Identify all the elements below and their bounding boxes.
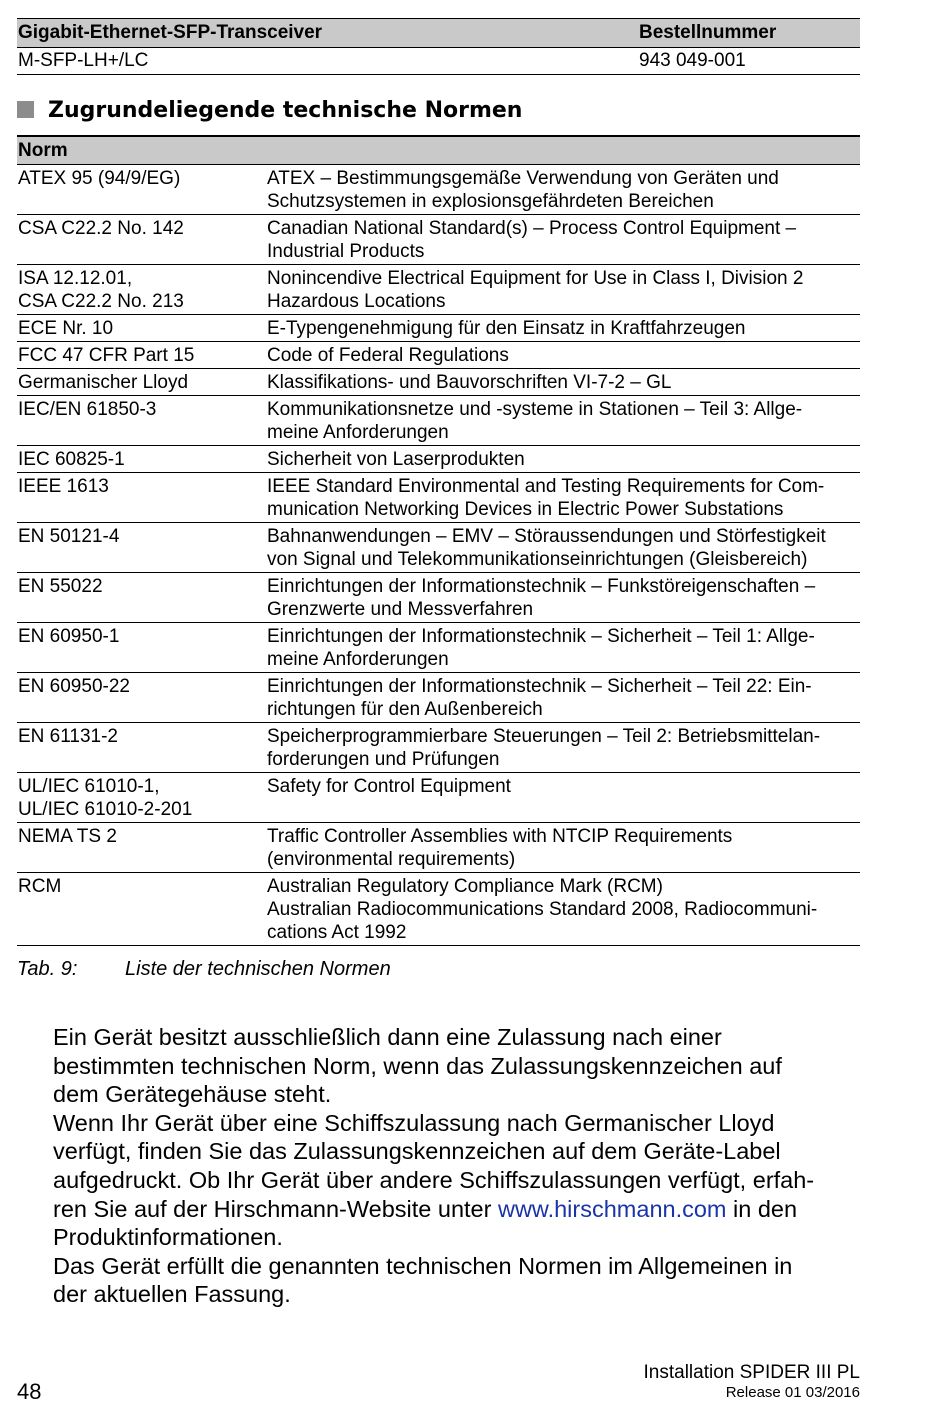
order-number-header-label: Bestellnummer [639, 22, 777, 43]
norm-name-line: EN 60950-1 [18, 626, 120, 647]
norm-description-line: IEEE Standard Environmental and Testing Requirements for Com- [267, 476, 825, 497]
norm-description [267, 317, 860, 340]
norm-description-line: Safety for Control Equipment [267, 776, 511, 797]
norm-description [267, 475, 860, 521]
body-line: der aktuellen Fassung. [53, 1281, 291, 1308]
norm-description-line: forderungen und Prüfungen [267, 749, 500, 770]
norm-row [17, 395, 860, 445]
caption-text: Liste der technischen Normen [125, 958, 391, 980]
norm-name [18, 675, 258, 698]
norm-description-line: Australian Regulatory Compliance Mark (RCM) [267, 876, 663, 897]
body-line-with-link [53, 1195, 863, 1224]
transceiver-table [17, 18, 860, 75]
norm-description-line: Grenzwerte und Messverfahren [267, 599, 534, 620]
body-line: Ein Gerät besitzt ausschließlich dann eine Zulassung nach einer [53, 1024, 722, 1050]
transceiver-table-header [17, 18, 860, 47]
norm-row [17, 368, 860, 395]
norm-name-line: Germanischer Lloyd [18, 372, 189, 393]
norm-row [17, 672, 860, 722]
norm-name-line: ECE Nr. 10 [18, 318, 114, 339]
section-title: Zugrundeliegende technische Normen [48, 98, 523, 123]
norm-name-line: EN 60950-22 [18, 676, 130, 697]
norm-description [267, 217, 860, 263]
norm-name-line: ISA 12.12.01, [18, 268, 133, 289]
page-number: 48 [17, 1379, 42, 1404]
caption-label: Tab. 9: [17, 958, 78, 980]
norm-name-line: IEEE 1613 [18, 476, 109, 497]
body-line: aufgedruckt. Ob Ihr Gerät über andere Schiffszulassungen verfügt, erfah- [53, 1166, 815, 1193]
norm-row [17, 164, 860, 214]
norm-description [267, 775, 860, 798]
norm-row [17, 472, 860, 522]
norm-name [18, 575, 258, 598]
norm-description-line: Hazardous Locations [267, 291, 446, 312]
transceiver-header-label: Gigabit-Ethernet-SFP-Transceiver [18, 22, 323, 43]
norm-name [18, 317, 258, 340]
norm-name [18, 217, 258, 240]
norm-row [17, 822, 860, 872]
norm-description-line: Kommunikationsnetze und -systeme in Stationen – Teil 3: Allge- [267, 399, 803, 420]
norm-description-line: cations Act 1992 [267, 922, 407, 943]
transceiver-model: M-SFP-LH+/LC [18, 50, 149, 71]
norms-table-bottom-rule [17, 945, 860, 946]
norm-row [17, 572, 860, 622]
norm-description [267, 267, 860, 313]
norm-row [17, 622, 860, 672]
norm-description-line: Traffic Controller Assemblies with NTCIP Requirements [267, 826, 733, 847]
norm-description [267, 625, 860, 671]
norm-name-line: EN 55022 [18, 576, 103, 597]
norm-description-line: Nonincendive Electrical Equipment for Use in Class I, Division 2 [267, 268, 804, 289]
body-line: verfügt, finden Sie das Zulassungskennzeichen auf dem Geräte-Label [53, 1138, 781, 1165]
norm-description [267, 371, 860, 394]
norm-description-line: meine Anforderungen [267, 422, 449, 443]
norm-description-line: Einrichtungen der Informationstechnik – Funkstöreigenschaften – [267, 576, 816, 597]
norm-description [267, 575, 860, 621]
norm-description-line: Sicherheit von Laserprodukten [267, 449, 525, 470]
norm-name [18, 775, 258, 821]
body-line: bestimmten technischen Norm, wenn das Zulassungskennzeichen auf [53, 1052, 782, 1079]
norm-description [267, 675, 860, 721]
norm-description-line: Speicherprogrammierbare Steuerungen – Teil 2: Betriebsmittelan- [267, 726, 821, 747]
section-heading [17, 95, 522, 127]
norm-name-line: CSA C22.2 No. 213 [18, 291, 184, 312]
order-number: 943 049-001 [639, 50, 746, 71]
norm-row [17, 522, 860, 572]
norm-description [267, 525, 860, 571]
body-text-after-link: in den [726, 1195, 798, 1222]
norm-description [267, 725, 860, 771]
norm-description [267, 825, 860, 871]
norm-row [17, 214, 860, 264]
norm-name-line: IEC 60825-1 [18, 449, 125, 470]
norm-name [18, 267, 258, 313]
norm-description-line: meine Anforderungen [267, 649, 449, 670]
norm-name [18, 725, 258, 748]
norm-row [17, 264, 860, 314]
norm-description [267, 875, 860, 944]
norm-name-line: EN 50121-4 [18, 526, 120, 547]
body-line: Wenn Ihr Gerät über eine Schiffszulassung nach Germanischer Lloyd [53, 1109, 775, 1136]
norm-description-line: ATEX – Bestimmungsgemäße Verwendung von Geräten und [267, 168, 779, 189]
norm-description-line: Canadian National Standard(s) – Process Control Equipment – [267, 218, 797, 239]
norm-description-line: Klassifikations- und Bauvorschriften VI-7-2 – GL [267, 372, 672, 393]
norm-name-line: UL/IEC 61010-2-201 [18, 799, 193, 820]
norm-description-line: Industrial Products [267, 241, 425, 262]
norm-name [18, 625, 258, 648]
norm-description-line: richtungen für den Außenbereich [267, 699, 543, 720]
norm-name-line: UL/IEC 61010-1, [18, 776, 160, 797]
norm-description [267, 167, 860, 213]
norm-description-line: E-Typengenehmigung für den Einsatz in Kraftfahrzeugen [267, 318, 746, 339]
transceiver-table-row [17, 47, 860, 75]
norm-name-line: IEC/EN 61850-3 [18, 399, 157, 420]
norm-description-line: von Signal und Telekommunikationseinrichtungen (Gleisbereich) [267, 549, 808, 570]
norm-name-line: ATEX 95 (94/9/EG) [18, 168, 181, 189]
norm-description-line: Schutzsystemen in explosionsgefährdeten Bereichen [267, 191, 714, 212]
body-line: Das Gerät erfüllt die genannten technischen Normen im Allgemeinen in [53, 1252, 793, 1279]
norm-name [18, 875, 258, 898]
norm-name [18, 167, 258, 190]
norm-description-line: Einrichtungen der Informationstechnik – Sicherheit – Teil 22: Ein- [267, 676, 812, 697]
body-text-before-link: ren Sie auf der Hirschmann-Website unter [53, 1195, 498, 1222]
norm-name [18, 525, 258, 548]
norm-name [18, 344, 258, 367]
norm-description-line: Bahnanwendungen – EMV – Störaussendungen und Störfestigkeit [267, 526, 826, 547]
norm-name [18, 371, 258, 394]
norm-description [267, 344, 860, 367]
hirschmann-website-link[interactable]: www.hirschmann.com [497, 1195, 727, 1222]
norm-description-line: munication Networking Devices in Electric Power Substations [267, 499, 784, 520]
body-paragraph [53, 1023, 863, 1309]
norm-name [18, 398, 258, 421]
norm-name-line: CSA C22.2 No. 142 [18, 218, 184, 239]
norm-row [17, 872, 860, 945]
norm-description-line: Einrichtungen der Informationstechnik – Sicherheit – Teil 1: Allge- [267, 626, 815, 647]
norm-description-line: (environmental requirements) [267, 849, 516, 870]
body-line: Produktinformationen. [53, 1224, 283, 1251]
norm-row [17, 314, 860, 341]
body-line: dem Gerätegehäuse steht. [53, 1081, 332, 1108]
norms-table-header: Norm [17, 135, 860, 164]
norm-description-line: Australian Radiocommunications Standard 2008, Radiocommuni- [267, 899, 818, 920]
norm-name-line: NEMA TS 2 [18, 826, 117, 847]
norm-name [18, 825, 258, 848]
norm-description [267, 398, 860, 444]
footer-release: Release 01 03/2016 [725, 1384, 860, 1401]
square-bullet-icon [17, 101, 34, 118]
norms-table [17, 135, 860, 946]
footer-doc-title: Installation SPIDER III PL [643, 1362, 860, 1383]
norm-row [17, 341, 860, 368]
norm-name-line: EN 61131-2 [18, 726, 118, 747]
norm-row [17, 445, 860, 472]
norm-name-line: RCM [18, 876, 62, 897]
norm-row [17, 772, 860, 822]
norm-description-line: Code of Federal Regulations [267, 345, 509, 366]
norm-row [17, 722, 860, 772]
norm-description [267, 448, 860, 471]
norm-name-line: FCC 47 CFR Part 15 [18, 345, 195, 366]
norm-name [18, 475, 258, 498]
norms-table-body [17, 164, 860, 945]
norm-name [18, 448, 258, 471]
